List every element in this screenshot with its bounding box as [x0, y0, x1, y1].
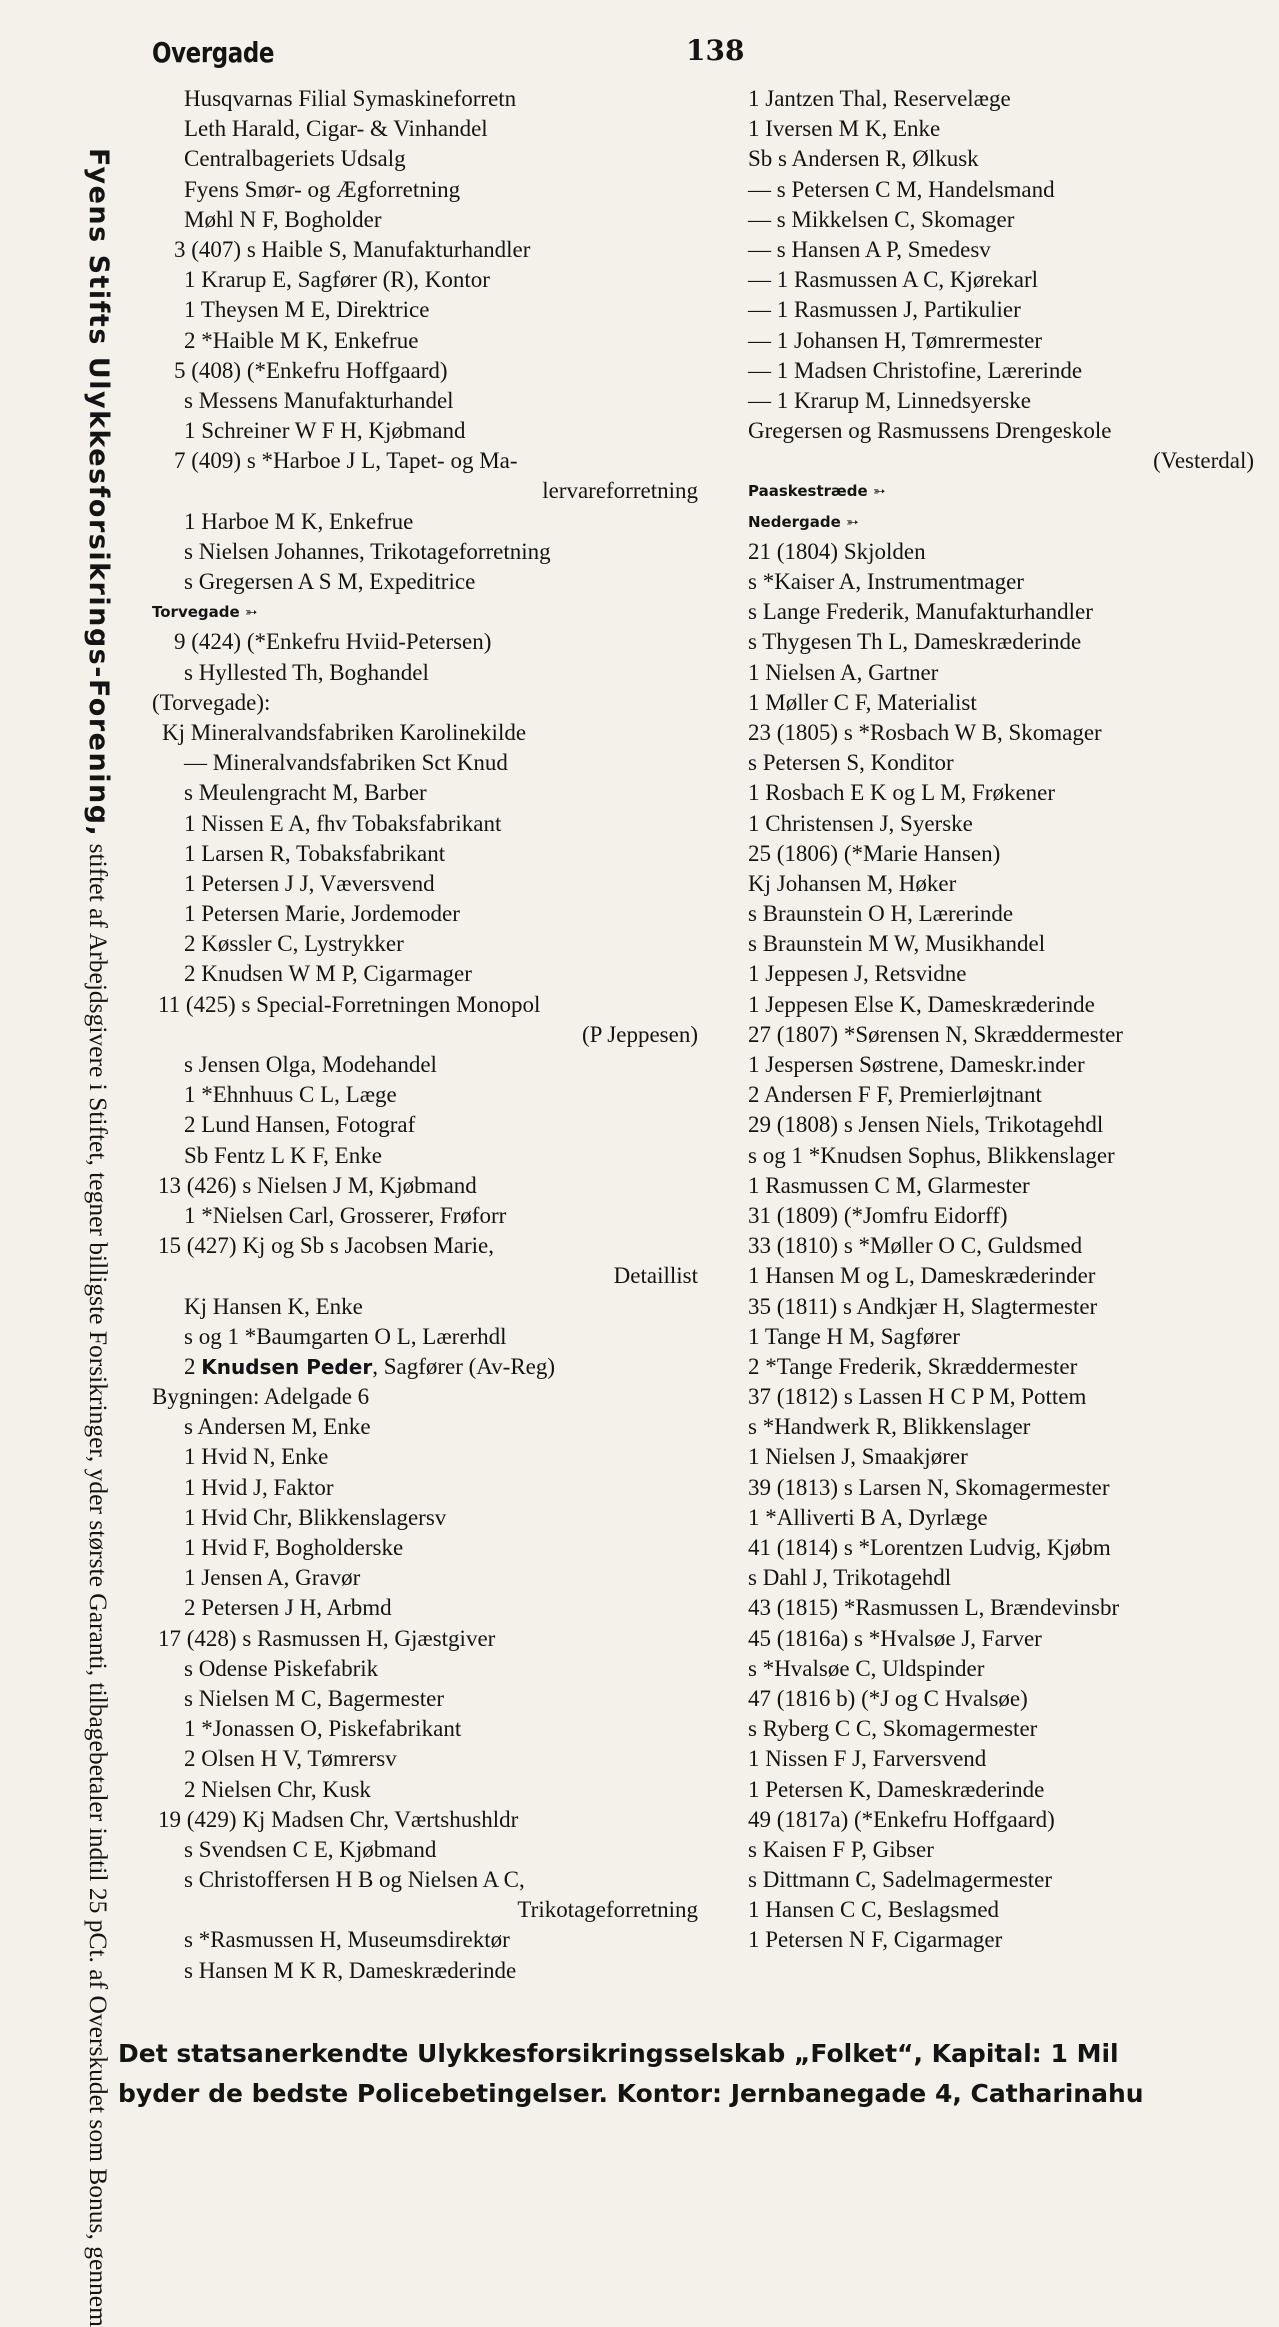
directory-entry: — 1 Rasmussen A C, Kjørekarl [748, 267, 1039, 293]
directory-entry: 15 (427) Kj og Sb s Jacobsen Marie, [158, 1233, 495, 1259]
directory-entry: 1 Larsen R, Tobaksfabrikant [184, 840, 446, 866]
directory-entry: s og 1 *Baumgarten O L, Lærerhdl [184, 1323, 507, 1349]
directory-entry: Detaillist [613, 1263, 698, 1289]
directory-entry: (P Jeppesen) [581, 1021, 698, 1047]
directory-entry: s Messens Manufakturhandel [184, 387, 454, 413]
directory-entry: 2 *Haible M K, Enkefrue [184, 327, 419, 353]
directory-entry: Kj Hansen K, Enke [184, 1293, 363, 1319]
directory-entry: 21 (1804) Skjolden [748, 538, 926, 564]
street-heading: Nedergade ➳ [748, 512, 859, 531]
directory-entry: 1 Krarup E, Sagfører (R), Kontor [184, 267, 490, 293]
directory-entry: 2 Nielsen Chr, Kusk [184, 1776, 371, 1802]
directory-entry: s Thygesen Th L, Dameskræderinde [748, 629, 1082, 655]
bold-name: Knudsen Peder [201, 1354, 373, 1379]
directory-entry: lervareforretning [542, 478, 698, 504]
directory-entry: s Lange Frederik, Manufakturhandler [748, 599, 1093, 625]
directory-entry: s Dahl J, Trikotagehdl [748, 1565, 952, 1591]
directory-entry: 27 (1807) *Sørensen N, Skræddermester [748, 1021, 1123, 1047]
directory-entry: s Nielsen M C, Bagermester [184, 1685, 444, 1711]
directory-entry: 11 (425) s Special-Forretningen Monopol [158, 991, 541, 1017]
directory-entry: 1 Jeppesen J, Retsvidne [748, 961, 967, 987]
sidebar-body: stiftet af Arbejdsgivere i Stiftet, tegner billigste Forsikringer, yder største Garanti, tilbagebetaler indtil 25 pCt. af Overskudet som Bonus, gennem [84, 837, 113, 2327]
directory-entry: s Jensen Olga, Modehandel [184, 1052, 437, 1077]
directory-entry: 1 Møller C F, Materialist [748, 689, 977, 715]
directory-entry: 2 Lund Hansen, Fotograf [184, 1112, 416, 1138]
directory-entry: Bygningen: Adelgade 6 [152, 1384, 370, 1410]
directory-entry: 1 *Nielsen Carl, Grosserer, Frøforr [184, 1202, 507, 1228]
directory-entry: 3 (407) s Haible S, Manufakturhandler [174, 236, 531, 262]
directory-entry: 1 Nielsen J, Smaakjører [748, 1444, 968, 1470]
directory-entry: 1 Harboe M K, Enkefrue [184, 508, 414, 534]
directory-entry: Sb s Andersen R, Ølkusk [748, 146, 979, 172]
directory-entry: s Hansen M K R, Dameskræderinde [184, 1957, 517, 1983]
directory-entry: 2 Petersen J H, Arbmd [184, 1595, 392, 1621]
directory-entry: — s Hansen A P, Smedesv [748, 236, 991, 262]
directory-entry: Centralbageriets Udsalg [184, 146, 406, 172]
directory-entry: s Hyllested Th, Boghandel [184, 659, 429, 685]
directory-entry: s Andersen M, Enke [184, 1414, 371, 1440]
directory-entry: s *Handwerk R, Blikkenslager [748, 1414, 1031, 1440]
footer-line-2: byder de bedste Policebetingelser. Kontor: Jernbanegade 4, Catharinahu [118, 2079, 1144, 2108]
directory-entry: 1 Petersen Marie, Jordemoder [184, 901, 460, 927]
directory-entry: 7 (409) s *Harboe J L, Tapet- og Ma- [174, 448, 518, 474]
directory-entry: — 1 Krarup M, Linnedsyerske [748, 387, 1031, 413]
directory-entry: 1 Theysen M E, Direktrice [184, 297, 430, 323]
directory-entry: 1 Petersen J J, Væversvend [184, 870, 435, 896]
directory-entry: 2 Knudsen W M P, Cigarmager [184, 961, 472, 987]
directory-entry: 1 *Ehnhuus C L, Læge [184, 1082, 397, 1108]
directory-entry: 41 (1814) s *Lorentzen Ludvig, Kjøbm [748, 1535, 1111, 1560]
directory-entry: 1 Petersen N F, Cigarmager [748, 1927, 1003, 1953]
directory-entry: 23 (1805) s *Rosbach W B, Skomager [748, 719, 1102, 745]
directory-entry: 1 Rasmussen C M, Glarmester [748, 1172, 1030, 1198]
directory-entry: s og 1 *Knudsen Sophus, Blikkenslager [748, 1142, 1115, 1168]
directory-entry: Husqvarnas Filial Symaskineforretn [184, 86, 517, 111]
directory-entry: s Ryberg C C, Skomagermester [748, 1716, 1038, 1742]
directory-entry: s *Hvalsøe C, Uldspinder [748, 1655, 985, 1681]
directory-entry: s Odense Piskefabrik [184, 1655, 379, 1681]
directory-entry: s Nielsen Johannes, Trikotageforretning [184, 538, 551, 564]
directory-entry: s Svendsen C E, Kjøbmand [184, 1836, 437, 1862]
page-number: 138 [686, 34, 745, 67]
directory-entry: 1 Petersen K, Dameskræderinde [748, 1776, 1045, 1802]
street-heading: Torvegade ➳ [152, 603, 258, 622]
directory-entry: Leth Harald, Cigar- & Vinhandel [184, 116, 488, 142]
directory-entry: 33 (1810) s *Møller O C, Guldsmed [748, 1233, 1083, 1259]
directory-entry: 1 Jespersen Søstrene, Dameskr.inder [748, 1052, 1085, 1077]
directory-entry: — Mineralvandsfabriken Sct Knud [184, 750, 508, 776]
directory-entry: — s Mikkelsen C, Skomager [748, 206, 1015, 232]
directory-entry: (Torvegade): [152, 689, 271, 715]
directory-entry: 1 Schreiner W F H, Kjøbmand [184, 418, 466, 444]
directory-entry: s Petersen S, Konditor [748, 750, 954, 776]
directory-entry: s Braunstein M W, Musikhandel [748, 931, 1046, 957]
directory-entry: 1 Hvid J, Faktor [184, 1474, 334, 1500]
directory-entry: 1 Tange H M, Sagfører [748, 1323, 960, 1349]
directory-entry: s Meulengracht M, Barber [184, 780, 427, 806]
directory-entry: 2 Knudsen Peder, Sagfører (Av-Reg) [184, 1353, 556, 1379]
directory-entry: s *Rasmussen H, Museumsdirektør [184, 1927, 510, 1953]
directory-entry: 1 Jantzen Thal, Reservelæge [748, 86, 1011, 111]
sidebar-advertisement [38, 148, 118, 2327]
street-heading: Paaskestræde ➳ [748, 482, 886, 501]
directory-entry: 1 Hvid F, Bogholderske [184, 1535, 404, 1560]
directory-entry: 1 Jeppesen Else K, Dameskræderinde [748, 991, 1095, 1017]
directory-entry: 31 (1809) (*Jomfru Eidorff) [748, 1202, 1008, 1228]
directory-entry: Møhl N F, Bogholder [184, 206, 382, 232]
directory-entry: — s Petersen C M, Handelsmand [748, 176, 1055, 202]
directory-entry: s Braunstein O H, Lærerinde [748, 901, 1014, 927]
directory-entry: 1 Hvid Chr, Blikkenslagersv [184, 1504, 447, 1530]
sidebar-advertisement-text [38, 148, 118, 2327]
directory-entry: Sb Fentz L K F, Enke [184, 1142, 382, 1168]
directory-entry: 2 Andersen F F, Premierløjtnant [748, 1082, 1042, 1108]
directory-entry: s Dittmann C, Sadelmagermester [748, 1867, 1053, 1893]
directory-entry: 39 (1813) s Larsen N, Skomagermester [748, 1474, 1110, 1500]
directory-entry: — 1 Rasmussen J, Partikulier [748, 297, 1021, 323]
directory-entry: 1 Nielsen A, Gartner [748, 659, 939, 685]
directory-entry: 1 Iversen M K, Enke [748, 116, 941, 142]
directory-entry: 1 *Alliverti B A, Dyrlæge [748, 1504, 988, 1530]
directory-entry: 49 (1817a) (*Enkefru Hoffgaard) [748, 1806, 1055, 1832]
right-column [748, 84, 1268, 1956]
directory-entry: 2 Olsen H V, Tømrersv [184, 1746, 397, 1772]
directory-entry: 29 (1808) s Jensen Niels, Trikotagehdl [748, 1112, 1104, 1138]
directory-entry: — 1 Madsen Christofine, Lærerinde [748, 357, 1083, 383]
directory-entry: 1 Nissen E A, fhv Tobaksfabrikant [184, 810, 502, 836]
directory-entry: 1 Christensen J, Syerske [748, 810, 973, 836]
directory-entry: 43 (1815) *Rasmussen L, Brændevinsbr [748, 1595, 1120, 1621]
directory-entry: 2 *Tange Frederik, Skræddermester [748, 1353, 1078, 1379]
left-column [152, 84, 712, 1986]
directory-entry: 17 (428) s Rasmussen H, Gjæstgiver [158, 1625, 496, 1651]
directory-entry: Gregersen og Rasmussens Drengeskole [748, 418, 1112, 444]
directory-entry: 25 (1806) (*Marie Hansen) [748, 840, 1001, 866]
directory-entry: Kj Mineralvandsfabriken Karolinekilde [162, 719, 527, 745]
directory-entry: 19 (429) Kj Madsen Chr, Værtshushldr [158, 1806, 519, 1832]
directory-entry: 1 Nissen F J, Farversvend [748, 1746, 987, 1772]
directory-entry: s Gregersen A S M, Expeditrice [184, 569, 476, 594]
directory-entry: s Kaisen F P, Gibser [748, 1836, 934, 1862]
directory-entry: 13 (426) s Nielsen J M, Kjøbmand [158, 1172, 477, 1198]
directory-entry: 1 Rosbach E K og L M, Frøkener [748, 780, 1056, 806]
directory-entry: — 1 Johansen H, Tømrermester [748, 327, 1043, 353]
directory-entry: 5 (408) (*Enkefru Hoffgaard) [174, 357, 448, 383]
directory-entry: 45 (1816a) s *Hvalsøe J, Farver [748, 1625, 1042, 1651]
directory-entry: 1 Jensen A, Gravør [184, 1565, 361, 1591]
directory-entry: Fyens Smør- og Ægforretning [184, 176, 461, 202]
directory-entry: s *Kaiser A, Instrumentmager [748, 569, 1024, 594]
footer-line-1: Det statsanerkendte Ulykkesforsikringsselskab „Folket“, Kapital: 1 Mil [118, 2039, 1119, 2068]
directory-entry: 1 *Jonassen O, Piskefabrikant [184, 1716, 462, 1742]
directory-entry: 1 Hansen M og L, Dameskræderinder [748, 1263, 1096, 1289]
directory-entry: (Vesterdal) [1153, 448, 1254, 474]
directory-entry: 1 Hansen C C, Beslagsmed [748, 1897, 1000, 1923]
directory-entry: 2 Køssler C, Lystrykker [184, 931, 404, 957]
directory-entry: 37 (1812) s Lassen H C P M, Pottem [748, 1384, 1087, 1410]
footer-advertisement [118, 2034, 1279, 2114]
directory-entry: Kj Johansen M, Høker [748, 870, 957, 896]
sidebar-org-name: Fyens Stifts Ulykkesforsikrings-Forening, [83, 148, 114, 838]
directory-entry: Trikotageforretning [517, 1897, 698, 1923]
directory-entry: 35 (1811) s Andkjær H, Slagtermester [748, 1293, 1098, 1319]
page-header-street: Overgade [152, 36, 275, 69]
directory-entry: 1 Hvid N, Enke [184, 1444, 329, 1470]
directory-entry: 47 (1816 b) (*J og C Hvalsøe) [748, 1685, 1028, 1711]
directory-entry: 9 (424) (*Enkefru Hviid-Petersen) [174, 629, 492, 655]
directory-entry: s Christoffersen H B og Nielsen A C, [184, 1867, 525, 1893]
